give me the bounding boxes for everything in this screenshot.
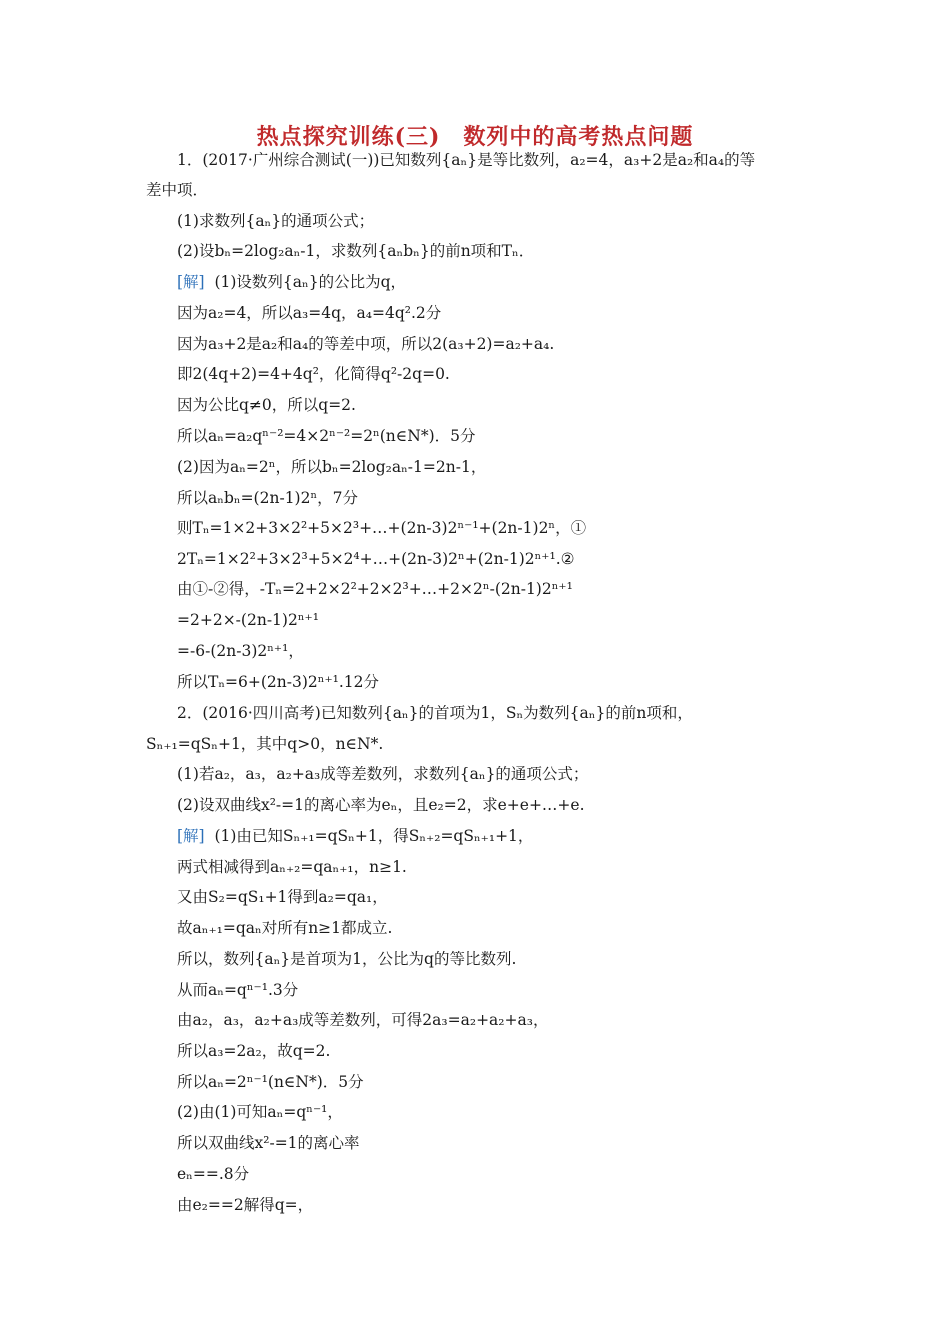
text-line: 则Tₙ=1×2+3×2²+5×2³+…+(2n-3)2ⁿ⁻¹+(2n-1)2ⁿ，① — [177, 519, 587, 537]
text-line: (2)设双曲线x²-=1的离心率为eₙ，且e₂=2，求e+e+…+e. — [177, 796, 585, 814]
text-span: (1)由已知Sₙ₊₁=qSₙ+1，得Sₙ₊₂=qSₙ₊₁+1， — [214, 827, 534, 845]
text-line: 由e₂==2解得q=， — [177, 1196, 314, 1214]
text-line: 又由S₂=qS₁+1得到a₂=qa₁， — [177, 888, 388, 906]
text-line: (2)因为aₙ=2ⁿ，所以bₙ=2log₂aₙ-1=2n-1， — [177, 458, 487, 476]
solution-line — [177, 826, 533, 846]
text-line: 因为公比q≠0，所以q=2. — [177, 396, 356, 414]
document-title: 热点探究训练(三) 数列中的高考热点问题 — [256, 124, 694, 150]
text-line: Sₙ₊₁=qSₙ+1，其中q>0，n∈N*. — [146, 735, 384, 753]
text-line: 2．(2016·四川高考)已知数列{aₙ}的首项为1，Sₙ为数列{aₙ}的前n项和， — [177, 704, 693, 722]
text-line: (2)由(1)可知aₙ=qⁿ⁻¹， — [177, 1103, 343, 1121]
text-line: 因为a₃+2是a₂和a₄的等差中项，所以2(a₃+2)=a₂+a₄. — [177, 335, 555, 353]
text-line: 所以aₙbₙ=(2n-1)2ⁿ，7分 — [177, 489, 359, 507]
text-line: 故aₙ₊₁=qaₙ对所有n≥1都成立. — [177, 919, 393, 937]
text-line: 所以Tₙ=6+(2n-3)2ⁿ⁺¹.12分 — [177, 673, 380, 691]
solution-tag: [解] — [177, 273, 205, 291]
text-line: =-6-(2n-3)2ⁿ⁺¹， — [177, 642, 304, 660]
solution-line — [177, 272, 406, 292]
text-line: 所以aₙ=a₂qⁿ⁻²=4×2ⁿ⁻²=2ⁿ(n∈N*)．5分 — [177, 427, 476, 445]
text-line: 差中项． — [146, 181, 209, 199]
text-line: 两式相减得到aₙ₊₂=qaₙ₊₁，n≥1. — [177, 858, 407, 876]
solution-tag: [解] — [177, 827, 205, 845]
text-line: 2Tₙ=1×2²+3×2³+5×2⁴+…+(2n-3)2ⁿ+(2n-1)2ⁿ⁺¹.② — [177, 550, 575, 568]
text-line: 因为a₂=4，所以a₃=4q，a₄=4q².2分 — [177, 304, 442, 322]
text-line: 即2(4q+2)=4+4q²，化简得q²-2q=0. — [177, 365, 450, 383]
text-line: 所以aₙ=2ⁿ⁻¹(n∈N*)．5分 — [177, 1073, 364, 1091]
text-span: (1)设数列{aₙ}的公比为q， — [214, 273, 407, 291]
text-line: 1．(2017·广州综合测试(一))已知数列{aₙ}是等比数列，a₂=4，a₃+2是a₂和a₄的等 — [177, 151, 756, 169]
text-line: 所以a₃=2a₂，故q=2. — [177, 1042, 331, 1060]
text-line: (2)设bₙ=2log₂aₙ-1，求数列{aₙbₙ}的前n项和Tₙ． — [177, 242, 535, 260]
text-line: 由①-②得，-Tₙ=2+2×2²+2×2³+…+2×2ⁿ-(2n-1)2ⁿ⁺¹ — [177, 580, 573, 598]
text-line: 所以双曲线x²-=1的离心率 — [177, 1134, 360, 1152]
text-line: (1)求数列{aₙ}的通项公式； — [177, 212, 375, 230]
text-line: 由a₂，a₃，a₂+a₃成等差数列，可得2a₃=a₂+a₂+a₃， — [177, 1011, 549, 1029]
text-line: 所以，数列{aₙ}是首项为1，公比为q的等比数列. — [177, 950, 517, 968]
text-line: 从而aₙ=qⁿ⁻¹.3分 — [177, 981, 299, 999]
text-line: eₙ==.8分 — [177, 1165, 250, 1183]
text-line: (1)若a₂，a₃，a₂+a₃成等差数列，求数列{aₙ}的通项公式； — [177, 765, 589, 783]
text-line: =2+2×-(2n-1)2ⁿ⁺¹ — [177, 611, 319, 629]
